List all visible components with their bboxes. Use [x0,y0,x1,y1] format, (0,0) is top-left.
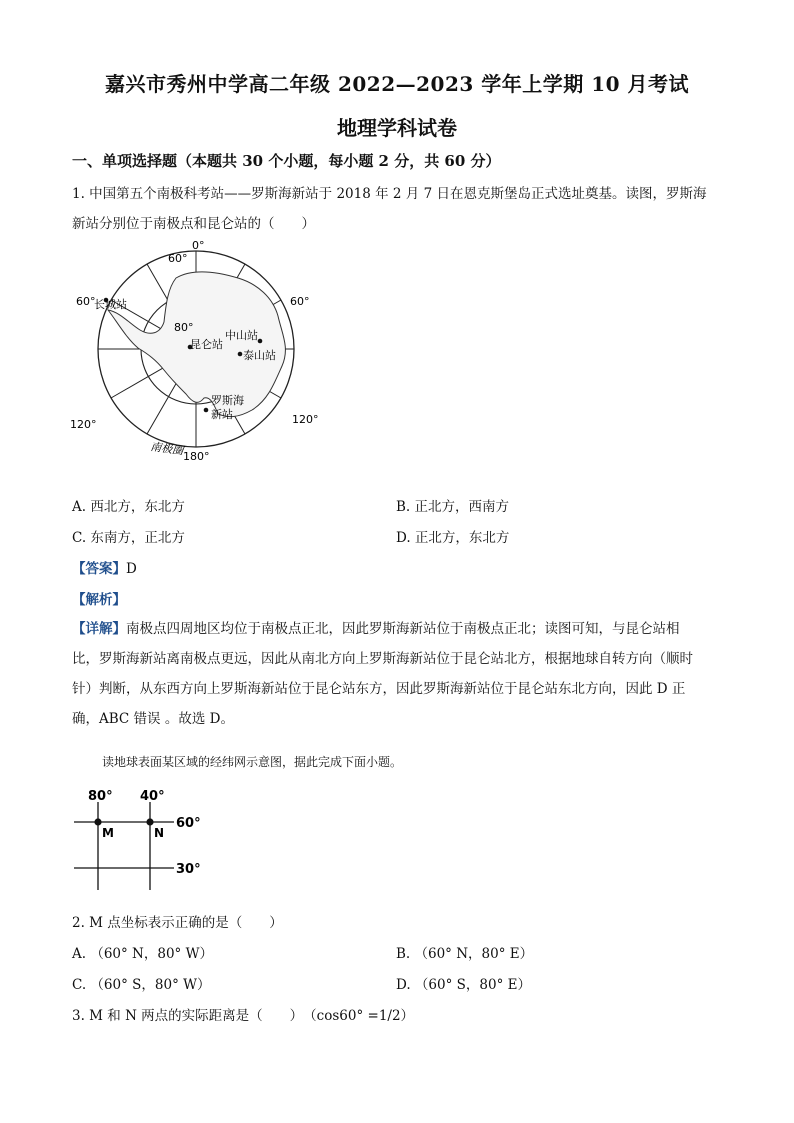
label-kunlun: 昆仑站 [190,338,223,351]
label-180: 180° [183,450,210,463]
q1-option-b: B. 正北方，西南方 [396,499,510,515]
q2-option-a: A. （60° N，80° W） [72,946,213,962]
detail-line-3: 针）判断，从东西方向上罗斯海新站位于昆仑站东方，因此罗斯海新站位于昆仑站东北方向，因此 D 正 [72,681,686,697]
q2-option-b: B. （60° N，80° E） [396,946,534,962]
label-lat-30: 30° [176,862,201,877]
point-m-dot [94,818,101,825]
q1-option-d: D. 正北方，东北方 [396,530,510,546]
label-lat-60: 60° [176,816,201,831]
luosihai-dot [204,408,209,413]
page-title: 嘉兴市秀州中学高二年级 2022—2023 学年上学期 10 月考试 [104,72,689,96]
label-right-60: 60° [290,295,310,308]
section-heading: 一、单项选择题（本题共 30 个小题，每小题 2 分，共 60 分） [72,152,501,170]
analysis-tag: 【解析】 [72,592,126,608]
q2-option-c: C. （60° S，80° W） [72,977,211,993]
label-luosihai-2: 新站 [211,408,233,421]
detail-line-1-text: 南极点四周地区均位于南极点正北，因此罗斯海新站位于南极点正北；读图可知，与昆仑站相 [126,621,680,637]
detail-explanation [72,614,724,734]
label-80: 80° [174,321,194,334]
label-0: 0° [192,239,205,252]
label-left-60: 60° [76,295,96,308]
label-right-120: 120° [292,413,319,426]
label-antarctic-circle: 南极圈 [149,440,185,458]
taishan-dot [238,352,243,357]
latlon-grid-map [70,786,220,890]
answer-line [72,557,137,577]
question-3-stem: 3. M 和 N 两点的实际距离是（ ） （cos60° =1/2） [72,1008,415,1024]
q2-option-d: D. （60° S，80° E） [396,977,531,993]
label-point-m: M [102,826,114,840]
question-2-stem: 2. M 点坐标表示正确的是（ ） [72,915,283,931]
answer-value: D [126,561,137,577]
label-left-120: 120° [70,418,97,431]
detail-line-1 [72,614,724,644]
page-subtitle: 地理学科试卷 [337,116,457,140]
point-n-dot [146,818,153,825]
label-taishan: 泰山站 [243,349,276,362]
label-lon-40: 40° [140,789,165,804]
antarctica-polar-map [68,238,328,463]
answer-tag: 【答案】 [72,561,126,577]
label-lon-80: 80° [88,789,113,804]
label-point-n: N [154,826,165,840]
detail-line-4: 确，ABC 错误 。故选 D。 [72,711,234,727]
q1-option-a: A. 西北方，东北方 [72,499,185,515]
label-changcheng: 长城站 [94,298,127,311]
zhongshan-dot [258,339,263,344]
question-1-stem [72,179,724,239]
detail-tag: 【详解】 [72,621,126,637]
label-top-60: 60° [168,252,188,265]
group-2-intro: 读地球表面某区域的经纬网示意图，据此完成下面小题。 [102,755,403,769]
q1-option-c: C. 东南方，正北方 [72,530,185,546]
label-luosihai-1: 罗斯海 [211,394,244,407]
detail-line-2: 比，罗斯海新站离南极点更远，因此从南北方向上罗斯海新站位于昆仑站北方，根据地球自转方向（顺时 [72,651,693,667]
question-1-stem-line1: 1. 中国第五个南极科考站——罗斯海新站于 2018 年 2 月 7 日在恩克斯堡岛正式选址奠基。读图，罗斯海 [72,186,707,202]
question-1-stem-line2: 新站分别位于南极点和昆仑站的（ ） [72,216,315,232]
analysis-line [72,588,126,608]
label-zhongshan: 中山站 [225,329,258,342]
